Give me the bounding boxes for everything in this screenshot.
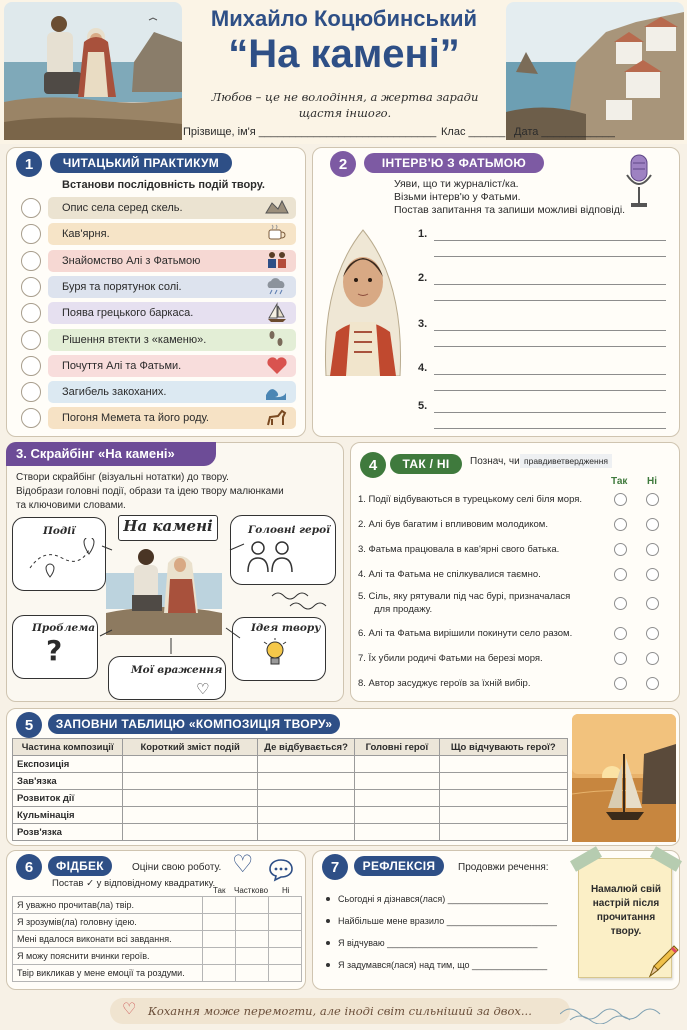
feedback-table [12, 896, 302, 982]
mood-note-text: Намалюй свій настрій після прочитання твору. [590, 884, 662, 937]
reflection-prompt[interactable]: Я відчуваю ______________________________ [338, 938, 538, 948]
feedback-check-cell[interactable] [236, 931, 269, 948]
no-radio[interactable] [646, 627, 659, 640]
composition-input-cell[interactable] [439, 824, 567, 841]
composition-input-cell[interactable] [123, 773, 257, 790]
section-1-title: ЧИТАЦЬКИЙ ПРАКТИКУМ [50, 153, 232, 173]
date-field[interactable]: Дата ____________ [514, 126, 615, 138]
feedback-column-header: Ні [282, 886, 290, 895]
section-6-instruction: Оціни свою роботу. [132, 862, 222, 873]
heart-outline-icon: ♡ [196, 680, 210, 698]
event-label: Кав'ярня. [62, 228, 110, 241]
sequence-circle[interactable] [21, 382, 41, 402]
heart-footer-icon: ♡ [122, 999, 137, 1018]
no-radio[interactable] [646, 493, 659, 506]
microphone-icon [624, 153, 654, 211]
answer-line[interactable] [434, 374, 666, 375]
feedback-row [13, 914, 302, 931]
pencil-icon [646, 944, 680, 980]
section-5-number: 5 [16, 712, 42, 738]
section-6-number: 6 [16, 854, 42, 880]
composition-header-cell: Короткий зміст подій [123, 739, 257, 756]
yes-radio[interactable] [614, 543, 627, 556]
sequence-circle[interactable] [21, 277, 41, 297]
feedback-check-cell[interactable] [269, 965, 302, 982]
yes-radio[interactable] [614, 518, 627, 531]
feedback-check-cell[interactable] [236, 914, 269, 931]
yes-radio[interactable] [614, 568, 627, 581]
yes-radio[interactable] [614, 652, 627, 665]
event-strip [48, 250, 296, 272]
no-radio[interactable] [646, 543, 659, 556]
footer-quote: Кохання може перемогти, але іноді світ сильніший за двох... [148, 1004, 532, 1018]
feedback-row [13, 948, 302, 965]
yes-radio[interactable] [614, 677, 627, 690]
composition-header-cell: Частина композиції [13, 739, 123, 756]
header [0, 0, 687, 144]
section-4-title: ТАК / НІ [390, 454, 462, 474]
feedback-check-cell[interactable] [269, 948, 302, 965]
no-column-header: Ні [647, 476, 657, 487]
composition-header-cell: Що відчувають герої? [439, 739, 567, 756]
composition-input-cell[interactable] [257, 773, 354, 790]
composition-input-cell[interactable] [439, 807, 567, 824]
event-strip [48, 355, 296, 377]
sequence-circle[interactable] [21, 198, 41, 218]
feedback-check-cell[interactable] [236, 897, 269, 914]
event-strip [48, 223, 296, 245]
author-name: Михайло Коцюбинський [210, 6, 478, 31]
scribing-line-2: Відобрази головні події, образи та ідею твору малюнками [16, 486, 284, 497]
coffee-cup-icon [264, 223, 290, 245]
feedback-statement: Мені вдалося виконати всі завдання. [13, 931, 203, 948]
sequence-circle[interactable] [21, 356, 41, 376]
name-field[interactable]: Прізвище, ім'я _____________________________ [183, 126, 437, 138]
route-map-icon [24, 538, 98, 584]
heroes-label: Головні герої [248, 524, 331, 536]
event-label: Опис села серед скель. [62, 202, 183, 214]
answer-line[interactable] [434, 330, 666, 331]
events-label: Події [43, 525, 76, 537]
class-field[interactable]: Клас ______ [441, 126, 506, 138]
fatma-portrait-illustration [316, 222, 410, 376]
section-1-instruction: Встанови послідовність подій твору. [62, 179, 265, 191]
answer-line[interactable] [434, 346, 666, 347]
composition-row [13, 807, 568, 824]
statement-text: 7. Їх убили родичі Фатьми на березі моря. [358, 653, 543, 664]
reflection-prompt[interactable]: Я задумався(лася) над тим, що _______________ [338, 960, 548, 970]
feedback-check-cell[interactable] [203, 931, 236, 948]
composition-part-label: Кульмінація [13, 807, 123, 824]
feedback-row [13, 931, 302, 948]
yes-column-header: Так [611, 476, 628, 487]
event-label: Буря та порятунок солі. [62, 280, 182, 293]
composition-input-cell[interactable] [257, 824, 354, 841]
composition-part-label: Розв'язка [13, 824, 123, 841]
section-3-title: 3. Скрайбінг «На камені» [6, 442, 216, 466]
event-label: Знайомство Алі з Фатьмою [62, 254, 201, 267]
event-label: Почуття Алі та Фатьми. [62, 359, 182, 372]
composition-part-label: Розвиток дії [13, 790, 123, 807]
two-people-icon [246, 540, 296, 574]
interview-intro-1: Уяви, що ти журналіст/ка. [394, 178, 519, 190]
seaside-village-illustration [506, 2, 684, 140]
feedback-check-cell[interactable] [203, 914, 236, 931]
section-6-title: ФІДБЕК [48, 856, 112, 876]
answer-line[interactable] [434, 256, 666, 257]
section-4-instruction-tail: правдиветвердження [520, 454, 612, 468]
composition-input-cell[interactable] [355, 790, 439, 807]
feedback-check-cell[interactable] [269, 914, 302, 931]
section-5-title: ЗАПОВНИ ТАБЛИЦЮ «КОМПОЗИЦІЯ ТВОРУ» [48, 714, 340, 734]
bullet [326, 919, 330, 923]
no-radio[interactable] [646, 597, 659, 610]
section-4-number: 4 [360, 452, 386, 478]
wave-icon [264, 381, 290, 403]
speech-bubble-icon [268, 858, 294, 882]
event-label: Загибель закоханих. [62, 386, 167, 399]
question-number: 1. [418, 228, 428, 240]
section-2-title: ІНТЕРВ'Ю З ФАТЬМОЮ [364, 153, 544, 173]
statement-text: 4. Алі та Фатьма не спілкувалися таємно. [358, 569, 541, 580]
no-radio[interactable] [646, 568, 659, 581]
statement-text: 2. Алі був багатим і впливовим молодиком. [358, 519, 548, 530]
event-strip [48, 197, 296, 219]
composition-input-cell[interactable] [257, 790, 354, 807]
couple-icon [264, 250, 290, 272]
question-mark-icon: ? [46, 634, 63, 667]
composition-part-label: Зав'язка [13, 773, 123, 790]
composition-input-cell[interactable] [439, 773, 567, 790]
composition-input-cell[interactable] [123, 824, 257, 841]
footprints-icon [264, 329, 290, 351]
composition-input-cell[interactable] [123, 756, 257, 773]
yes-radio[interactable] [614, 627, 627, 640]
reflection-prompt[interactable]: Сьогодні я дізнався(лася) ____________________ [338, 894, 548, 904]
sunset-sailboat-illustration [572, 714, 676, 842]
answer-line[interactable] [434, 428, 666, 429]
feedback-check-cell[interactable] [269, 897, 302, 914]
event-strip [48, 329, 296, 351]
event-strip [48, 407, 296, 429]
sequence-circle[interactable] [21, 330, 41, 350]
question-number: 2. [418, 272, 428, 284]
answer-line[interactable] [434, 412, 666, 413]
composition-input-cell[interactable] [123, 790, 257, 807]
scribing-line-1: Створи скрайбінг (візуальні нотатки) до твору. [16, 472, 229, 483]
feedback-check-cell[interactable] [203, 965, 236, 982]
wave-doodles [270, 590, 336, 612]
composition-row [13, 790, 568, 807]
section-7-instruction: Продовжи речення: [458, 862, 549, 873]
horse-icon [264, 407, 290, 429]
center-title: На камені [123, 517, 213, 535]
section-2-number: 2 [330, 151, 356, 177]
section-1-number: 1 [16, 151, 42, 177]
section-4-instruction: Познач, чи [470, 456, 520, 467]
composition-part-label: Експозиція [13, 756, 123, 773]
event-label: Рішення втекти з «каменю». [62, 333, 207, 346]
feedback-check-cell[interactable] [236, 948, 269, 965]
interview-intro-3: Постав запитання та запиши можливі відповіді. [394, 204, 626, 216]
feedback-check-cell[interactable] [236, 965, 269, 982]
bullet [326, 941, 330, 945]
section-6-instruction-2: Постав ✓ у відповідному квадратику. [52, 878, 216, 889]
event-label: Поява грецького баркаса. [62, 307, 194, 320]
section-7-number: 7 [322, 854, 348, 880]
statement-text: 5. Сіль, яку рятували під час бурі, призначалася [358, 591, 571, 602]
event-strip [48, 302, 296, 324]
feedback-check-cell[interactable] [203, 897, 236, 914]
composition-header-cell: Головні герої [355, 739, 439, 756]
no-radio[interactable] [646, 677, 659, 690]
rocks-icon [264, 197, 290, 219]
composition-input-cell[interactable] [439, 756, 567, 773]
bullet [326, 897, 330, 901]
no-radio[interactable] [646, 652, 659, 665]
question-number: 3. [418, 318, 428, 330]
composition-input-cell[interactable] [257, 756, 354, 773]
answer-line[interactable] [434, 300, 666, 301]
sketch-arrows [96, 540, 246, 660]
feedback-statement: Я можу пояснити вчинки героїв. [13, 948, 203, 965]
feedback-statement: Я уважно прочитав(ла) твір. [13, 897, 203, 914]
heart-icon [264, 355, 290, 377]
problem-label: Проблема [32, 622, 95, 634]
question-number: 5. [418, 400, 428, 412]
feedback-row [13, 965, 302, 982]
composition-input-cell[interactable] [355, 756, 439, 773]
idea-label: Ідея твору [251, 622, 321, 634]
event-strip [48, 276, 296, 298]
composition-input-cell[interactable] [355, 807, 439, 824]
heart-outline-icon: ♡ [232, 850, 254, 878]
section-7-title: РЕФЛЕКСІЯ [354, 856, 444, 876]
composition-input-cell[interactable] [355, 773, 439, 790]
statement-text: 3. Фатьма працювала в кав'ярні свого батька. [358, 544, 560, 555]
event-strip [48, 381, 296, 403]
statement-text: 1. Події відбуваються в турецькому селі біля моря. [358, 494, 583, 505]
composition-row [13, 773, 568, 790]
composition-input-cell[interactable] [123, 807, 257, 824]
composition-row [13, 824, 568, 841]
impressions-label: Мої враження [131, 664, 223, 676]
composition-input-cell[interactable] [257, 807, 354, 824]
composition-header-cell: Де відбувається? [257, 739, 354, 756]
statement-text: 6. Алі та Фатьма вирішили покинути село разом. [358, 628, 573, 639]
bullet [326, 963, 330, 967]
epigraph-line-2: щастя іншого. [298, 106, 392, 120]
feedback-statement: Я зрозумів(ла) головну ідею. [13, 914, 203, 931]
lightbulb-icon [262, 638, 288, 670]
work-title: “На камені” [228, 32, 460, 76]
sequence-circle[interactable] [21, 251, 41, 271]
storm-cloud-icon [264, 276, 290, 298]
feedback-check-cell[interactable] [203, 948, 236, 965]
answer-line[interactable] [434, 284, 666, 285]
scribing-line-3: та ключовими словами. [16, 500, 126, 511]
feedback-statement: Твір викликав у мене емоції та роздуми. [13, 965, 203, 982]
question-number: 4. [418, 362, 428, 374]
answer-line[interactable] [434, 390, 666, 391]
yes-radio[interactable] [614, 597, 627, 610]
epigraph-line-1: Любов – це не володіння, а жертва заради [211, 90, 479, 104]
composition-input-cell[interactable] [439, 790, 567, 807]
feedback-check-cell[interactable] [269, 931, 302, 948]
sailboat-icon [264, 302, 290, 324]
yes-radio[interactable] [614, 493, 627, 506]
event-label: Погоня Мемета та його роду. [62, 412, 209, 425]
reflection-prompt[interactable]: Найбільше мене вразило ______________________ [338, 916, 557, 926]
footer-wave-doodle [560, 1000, 670, 1024]
feedback-column-header: Так [213, 886, 226, 895]
composition-table [12, 738, 568, 841]
no-radio[interactable] [646, 518, 659, 531]
tf-item-5-line-2: для продажу. [374, 604, 433, 615]
statement-text: 8. Автор засуджує героїв за їхній вибір. [358, 678, 531, 689]
composition-input-cell[interactable] [355, 824, 439, 841]
center-title-banner [118, 515, 218, 541]
composition-row [13, 756, 568, 773]
answer-line[interactable] [434, 240, 666, 241]
feedback-column-header: Частково [234, 886, 269, 895]
feedback-row [13, 897, 302, 914]
couple-by-sea-illustration [4, 2, 182, 140]
interview-intro-2: Візьми інтерв'ю у Фатьми. [394, 191, 521, 203]
